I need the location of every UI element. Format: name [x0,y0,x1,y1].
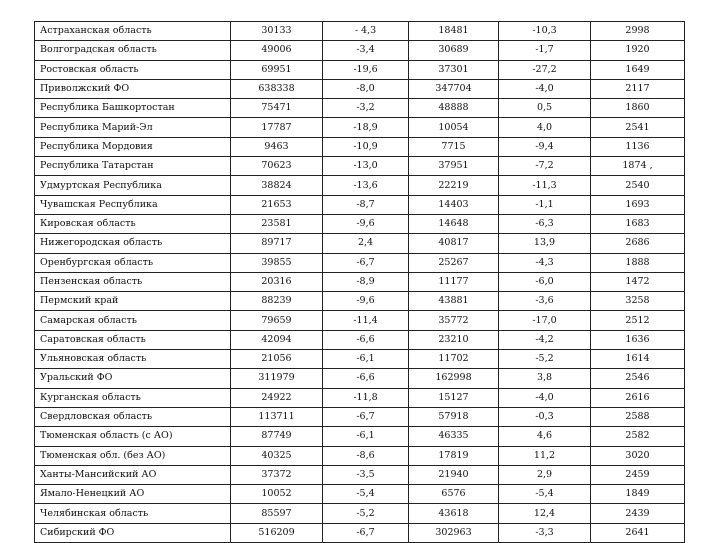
value-cell: 7715 [409,137,499,156]
value-cell: 6576 [409,485,499,504]
region-name-cell: Республика Марий-Эл [35,118,231,137]
value-cell: -4,0 [499,388,591,407]
value-cell: -10,9 [323,137,409,156]
value-cell: 42094 [231,330,323,349]
value-cell: -6,1 [323,350,409,369]
value-cell: 17819 [409,446,499,465]
value-cell: -5,4 [323,485,409,504]
table-row [35,137,685,156]
region-name-cell: Самарская область [35,311,231,330]
value-cell: 347704 [409,79,499,98]
value-cell: 11702 [409,350,499,369]
table-row [35,407,685,426]
value-cell: -8,7 [323,195,409,214]
region-name-cell: Пензенская область [35,272,231,291]
value-cell: 2,4 [323,234,409,253]
region-name-cell: Уральский ФО [35,369,231,388]
table-body [35,22,685,543]
value-cell: -6,6 [323,330,409,349]
value-cell: 2588 [591,407,685,426]
value-cell: 38824 [231,176,323,195]
region-name-cell: Республика Татарстан [35,157,231,176]
value-cell: 18481 [409,22,499,41]
value-cell: 2,9 [499,465,591,484]
value-cell: -4,2 [499,330,591,349]
region-name-cell: Ульяновская область [35,350,231,369]
value-cell: 23210 [409,330,499,349]
value-cell: 516209 [231,523,323,542]
value-cell: -19,6 [323,60,409,79]
table-row [35,311,685,330]
value-cell: -7,2 [499,157,591,176]
region-name-cell: Курганская область [35,388,231,407]
region-name-cell: Тюменская область (с АО) [35,427,231,446]
regional-statistics-table [34,21,685,543]
region-name-cell: Челябинская область [35,504,231,523]
value-cell: 21056 [231,350,323,369]
region-name-cell: Ханты-Мансийский АО [35,465,231,484]
value-cell: 2686 [591,234,685,253]
value-cell: 0,5 [499,99,591,118]
value-cell: 37301 [409,60,499,79]
table-row [35,427,685,446]
region-name-cell: Тюменская обл. (без АО) [35,446,231,465]
value-cell: 162998 [409,369,499,388]
value-cell: 79659 [231,311,323,330]
table-row [35,504,685,523]
value-cell: -4,3 [499,253,591,272]
value-cell: -5,2 [323,504,409,523]
value-cell: -27,2 [499,60,591,79]
value-cell: 2641 [591,523,685,542]
value-cell: -3,6 [499,292,591,311]
value-cell: 12,4 [499,504,591,523]
table-row [35,41,685,60]
value-cell: -18,9 [323,118,409,137]
region-name-cell: Нижегородская область [35,234,231,253]
value-cell: 11,2 [499,446,591,465]
value-cell: 89717 [231,234,323,253]
value-cell: 46335 [409,427,499,446]
value-cell: 13,9 [499,234,591,253]
value-cell: -9,4 [499,137,591,156]
region-name-cell: Саратовская область [35,330,231,349]
value-cell: 1920 [591,41,685,60]
value-cell: 10054 [409,118,499,137]
region-name-cell: Ямало-Ненецкий АО [35,485,231,504]
table-row [35,350,685,369]
value-cell: 37951 [409,157,499,176]
table-row [35,253,685,272]
value-cell: -0,3 [499,407,591,426]
value-cell: -3,3 [499,523,591,542]
value-cell: 2540 [591,176,685,195]
region-name-cell: Пермский край [35,292,231,311]
value-cell: -8,0 [323,79,409,98]
value-cell: -3,4 [323,41,409,60]
table-row [35,214,685,233]
value-cell: 1683 [591,214,685,233]
value-cell: 70623 [231,157,323,176]
value-cell: 2998 [591,22,685,41]
value-cell: 88239 [231,292,323,311]
region-name-cell: Чувашская Республика [35,195,231,214]
value-cell: 21940 [409,465,499,484]
table-row [35,485,685,504]
value-cell: 30689 [409,41,499,60]
value-cell: 17787 [231,118,323,137]
value-cell: 15127 [409,388,499,407]
value-cell: 49006 [231,41,323,60]
value-cell: -6,7 [323,407,409,426]
table-row [35,157,685,176]
value-cell: 302963 [409,523,499,542]
value-cell: 638338 [231,79,323,98]
value-cell: -6,0 [499,272,591,291]
value-cell: 1874 , [591,157,685,176]
value-cell: -10,3 [499,22,591,41]
value-cell: -11,4 [323,311,409,330]
table-row [35,330,685,349]
table-row [35,465,685,484]
table-row [35,272,685,291]
value-cell: -3,5 [323,465,409,484]
value-cell: 1136 [591,137,685,156]
value-cell: 9463 [231,137,323,156]
value-cell: -11,3 [499,176,591,195]
table-row [35,79,685,98]
value-cell: 48888 [409,99,499,118]
value-cell: 1649 [591,60,685,79]
table-row [35,195,685,214]
value-cell: 1693 [591,195,685,214]
value-cell: 2546 [591,369,685,388]
value-cell: -9,6 [323,214,409,233]
table-row [35,446,685,465]
value-cell: 23581 [231,214,323,233]
region-name-cell: Приволжский ФО [35,79,231,98]
value-cell: 25267 [409,253,499,272]
value-cell: 4,0 [499,118,591,137]
value-cell: 3258 [591,292,685,311]
value-cell: 35772 [409,311,499,330]
value-cell: 39855 [231,253,323,272]
value-cell: - 4,3 [323,22,409,41]
value-cell: -6,7 [323,253,409,272]
value-cell: -6,3 [499,214,591,233]
value-cell: -6,6 [323,369,409,388]
value-cell: 113711 [231,407,323,426]
region-name-cell: Республика Мордовия [35,137,231,156]
value-cell: 75471 [231,99,323,118]
value-cell: 22219 [409,176,499,195]
value-cell: 1849 [591,485,685,504]
value-cell: 20316 [231,272,323,291]
value-cell: 1860 [591,99,685,118]
value-cell: 2117 [591,79,685,98]
table-row [35,176,685,195]
value-cell: 87749 [231,427,323,446]
value-cell: -6,1 [323,427,409,446]
value-cell: -6,7 [323,523,409,542]
table-row [35,60,685,79]
value-cell: 4,6 [499,427,591,446]
value-cell: 10052 [231,485,323,504]
value-cell: 14648 [409,214,499,233]
table-row [35,388,685,407]
table-row [35,369,685,388]
value-cell: -4,0 [499,79,591,98]
value-cell: -13,0 [323,157,409,176]
value-cell: -11,8 [323,388,409,407]
value-cell: 1614 [591,350,685,369]
region-name-cell: Кировская область [35,214,231,233]
region-name-cell: Республика Башкортостан [35,99,231,118]
table-row [35,292,685,311]
value-cell: 311979 [231,369,323,388]
value-cell: 21653 [231,195,323,214]
value-cell: 37372 [231,465,323,484]
value-cell: -13,6 [323,176,409,195]
value-cell: 3,8 [499,369,591,388]
value-cell: 57918 [409,407,499,426]
value-cell: 43618 [409,504,499,523]
value-cell: 14403 [409,195,499,214]
value-cell: 24922 [231,388,323,407]
table-row [35,22,685,41]
value-cell: 2512 [591,311,685,330]
value-cell: -9,6 [323,292,409,311]
value-cell: 3020 [591,446,685,465]
table-row [35,234,685,253]
value-cell: 1636 [591,330,685,349]
region-name-cell: Волгоградская область [35,41,231,60]
value-cell: 2582 [591,427,685,446]
value-cell: -8,6 [323,446,409,465]
region-name-cell: Астраханская область [35,22,231,41]
value-cell: 2616 [591,388,685,407]
value-cell: 69951 [231,60,323,79]
value-cell: 2541 [591,118,685,137]
value-cell: -5,4 [499,485,591,504]
value-cell: -3,2 [323,99,409,118]
value-cell: 1472 [591,272,685,291]
value-cell: -1,1 [499,195,591,214]
value-cell: 11177 [409,272,499,291]
value-cell: -1,7 [499,41,591,60]
value-cell: 43881 [409,292,499,311]
table-row [35,118,685,137]
region-name-cell: Ростовская область [35,60,231,79]
table-row [35,99,685,118]
value-cell: 40817 [409,234,499,253]
value-cell: 30133 [231,22,323,41]
value-cell: 1888 [591,253,685,272]
value-cell: -5,2 [499,350,591,369]
region-name-cell: Сибирский ФО [35,523,231,542]
value-cell: 40325 [231,446,323,465]
value-cell: 2439 [591,504,685,523]
value-cell: -8,9 [323,272,409,291]
value-cell: 2459 [591,465,685,484]
value-cell: -17,0 [499,311,591,330]
value-cell: 85597 [231,504,323,523]
region-name-cell: Оренбургская область [35,253,231,272]
region-name-cell: Свердловская область [35,407,231,426]
region-name-cell: Удмуртская Республика [35,176,231,195]
